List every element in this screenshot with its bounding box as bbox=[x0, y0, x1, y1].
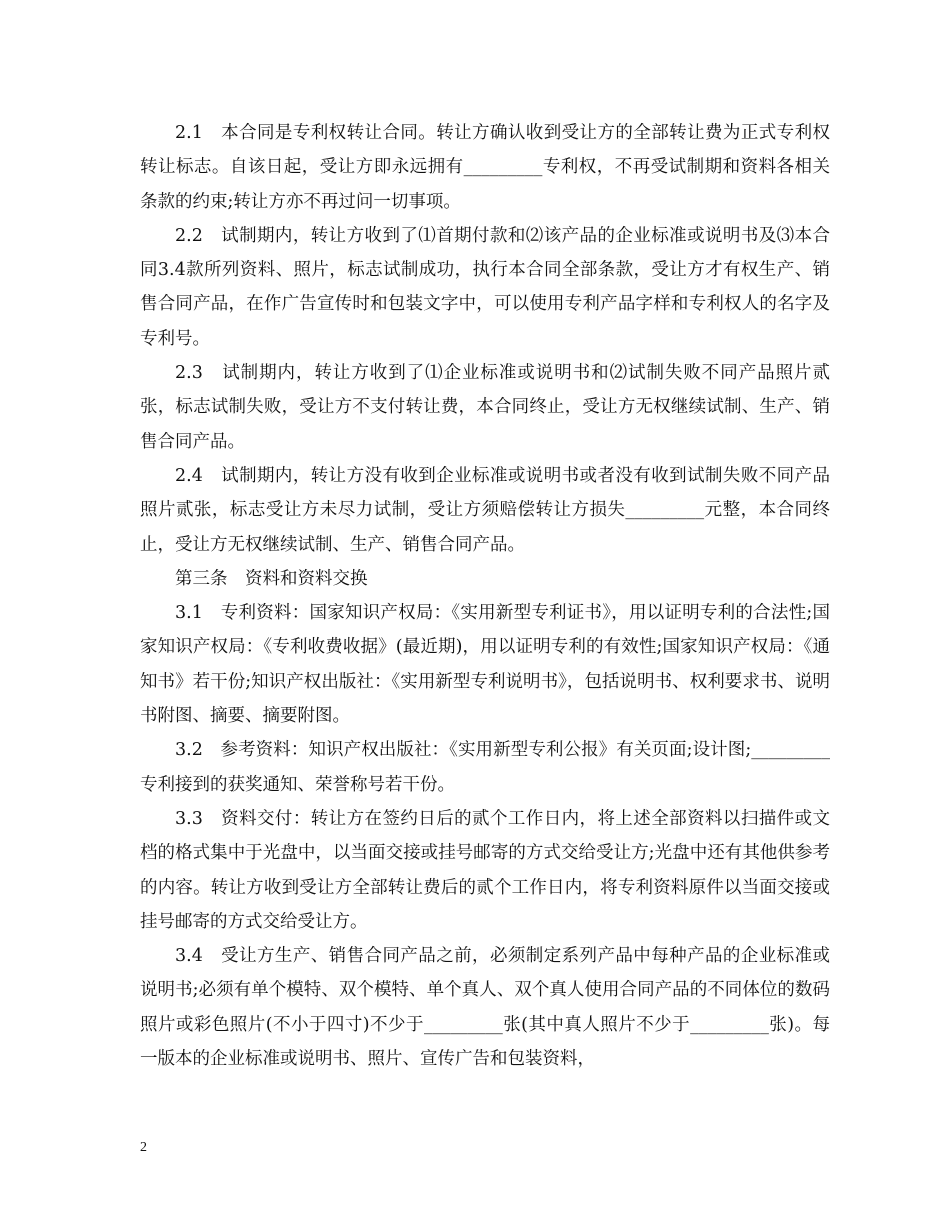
paragraph-3-3: 3.3 资料交付：转让方在签约日后的贰个工作日内，将上述全部资料以扫描件或文档的格式集中于光盘中，以当面交接或挂号邮寄的方式交给受让方;光盘中还有其他供参考的内容。转让方收到受让方全部转让费后的贰个工作日内，将专利资料原件以当面交接或挂号邮寄的方式交给受让方。 bbox=[140, 808, 830, 932]
paragraph-3-1: 3.1 专利资料：国家知识产权局：《实用新型专利证书》，用以证明专利的合法性;国家知识产权局：《专利收费收据》(最近期)，用以证明专利的有效性;国家知识产权局：《通知书》若干份;知识产权出版社：《实用新型专利说明书》，包括说明书、权利要求书、说明书附图、摘要、摘要附图。 bbox=[140, 603, 830, 727]
paragraph-2-3: 2.3 试制期内，转让方收到了⑴企业标准或说明书和⑵试制失败不同产品照片贰张，标志试制失败，受让方不支付转让费，本合同终止，受让方无权继续试制、生产、销售合同产品。 bbox=[140, 363, 830, 452]
paragraph-3-2: 3.2 参考资料：知识产权出版社：《实用新型专利公报》有关页面;设计图;_________专利接到的获奖通知、荣誉称号若干份。 bbox=[140, 740, 830, 795]
paragraph-2-4: 2.4 试制期内，转让方没有收到企业标准或说明书或者没有收到试制失败不同产品照片贰张，标志受让方未尽力试制，受让方须赔偿转让方损失_________元整，本合同终止，受让方无权继续试制、生产、销售合同产品。 bbox=[140, 465, 830, 555]
paragraph-2-2: 2.2 试制期内，转让方收到了⑴首期付款和⑵该产品的企业标准或说明书及⑶本合同3.4款所列资料、照片，标志试制成功，执行本合同全部条款，受让方才有权生产、销售合同产品，在作广告宣传时和包装文字中，可以使用专利产品字样和专利权人的名字及专利号。 bbox=[140, 225, 830, 349]
page-number: 2 bbox=[140, 1140, 147, 1155]
document-body bbox=[140, 116, 830, 1076]
paragraph-3-4: 3.4 受让方生产、销售合同产品之前，必须制定系列产品中每种产品的企业标准或说明书;必须有单个模特、双个模特、单个真人、双个真人使用合同产品的不同体位的数码照片或彩色照片(不小于四寸)不少于_________张(其中真人照片不少于_________张)。每一版本的企业标准或说明书、照片、宣传广告和包装资料， bbox=[140, 946, 830, 1070]
section-heading-article-3: 第三条 资料和资料交换 bbox=[175, 568, 368, 589]
paragraph-2-1: 2.1 本合同是专利权转让合同。转让方确认收到受让方的全部转让费为正式专利权转让标志。自该日起，受让方即永远拥有_________专利权，不再受试制期和资料各相关条款的约束;转让方亦不再过问一切事项。 bbox=[140, 123, 830, 212]
